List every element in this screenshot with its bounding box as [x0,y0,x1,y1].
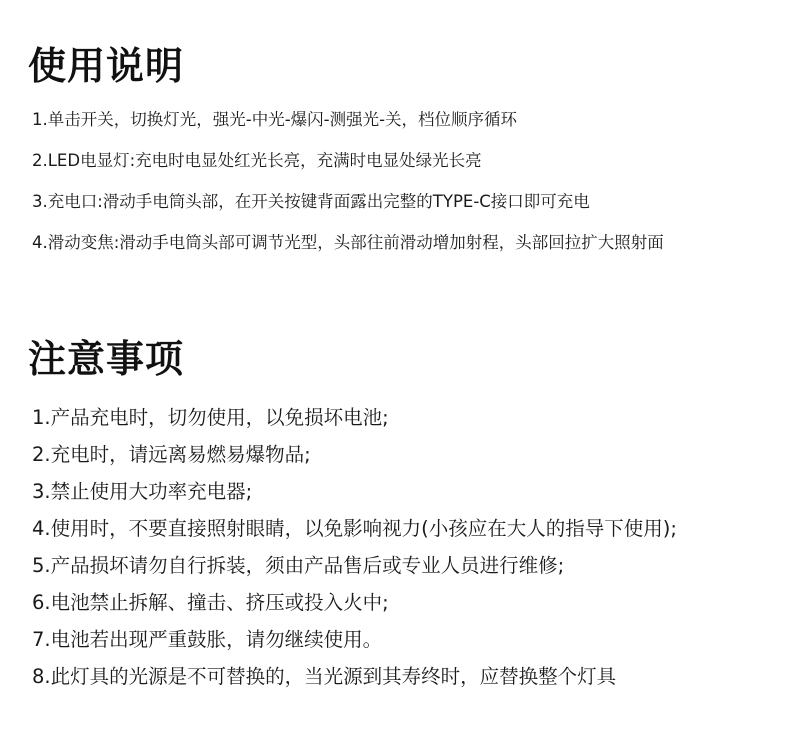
caution-item-3: 3.禁止使用大功率充电器; [32,480,253,503]
usage-instructions-section [28,40,770,274]
usage-instructions-list [32,110,770,253]
cautions-heading: 注意事项 [28,337,185,381]
caution-item-8: 8.此灯具的光源是不可替换的，当光源到其寿终时，应替换整个灯具 [32,665,617,688]
cautions-section [28,333,770,701]
cautions-list [32,405,770,690]
usage-item-4: 4.滑动变焦:滑动手电筒头部可调节光型，头部往前滑动增加射程，头部回拉扩大照射面 [32,233,664,252]
caution-item-4: 4.使用时，不要直接照射眼睛，以免影响视力(小孩应在大人的指导下使用); [32,517,677,540]
usage-item-2: 2.LED电显灯:充电时电显处红光长亮，充满时电显处绿光长亮 [32,151,482,170]
usage-item-1: 1.单击开关，切换灯光，强光-中光-爆闪-测强光-关，档位顺序循环 [32,110,518,129]
caution-item-1: 1.产品充电时，切勿使用，以免损坏电池; [32,406,389,429]
caution-item-6: 6.电池禁止拆解、撞击、挤压或投入火中; [32,591,389,614]
usage-item-3: 3.充电口:滑动手电筒头部，在开关按键背面露出完整的TYPE-C接口即可充电 [32,192,590,211]
caution-item-7: 7.电池若出现严重鼓胀，请勿继续使用。 [32,628,383,651]
caution-item-2: 2.充电时，请远离易燃易爆物品; [32,443,311,466]
usage-instructions-heading: 使用说明 [28,44,185,88]
caution-item-5: 5.产品损坏请勿自行拆装，须由产品售后或专业人员进行维修; [32,554,565,577]
